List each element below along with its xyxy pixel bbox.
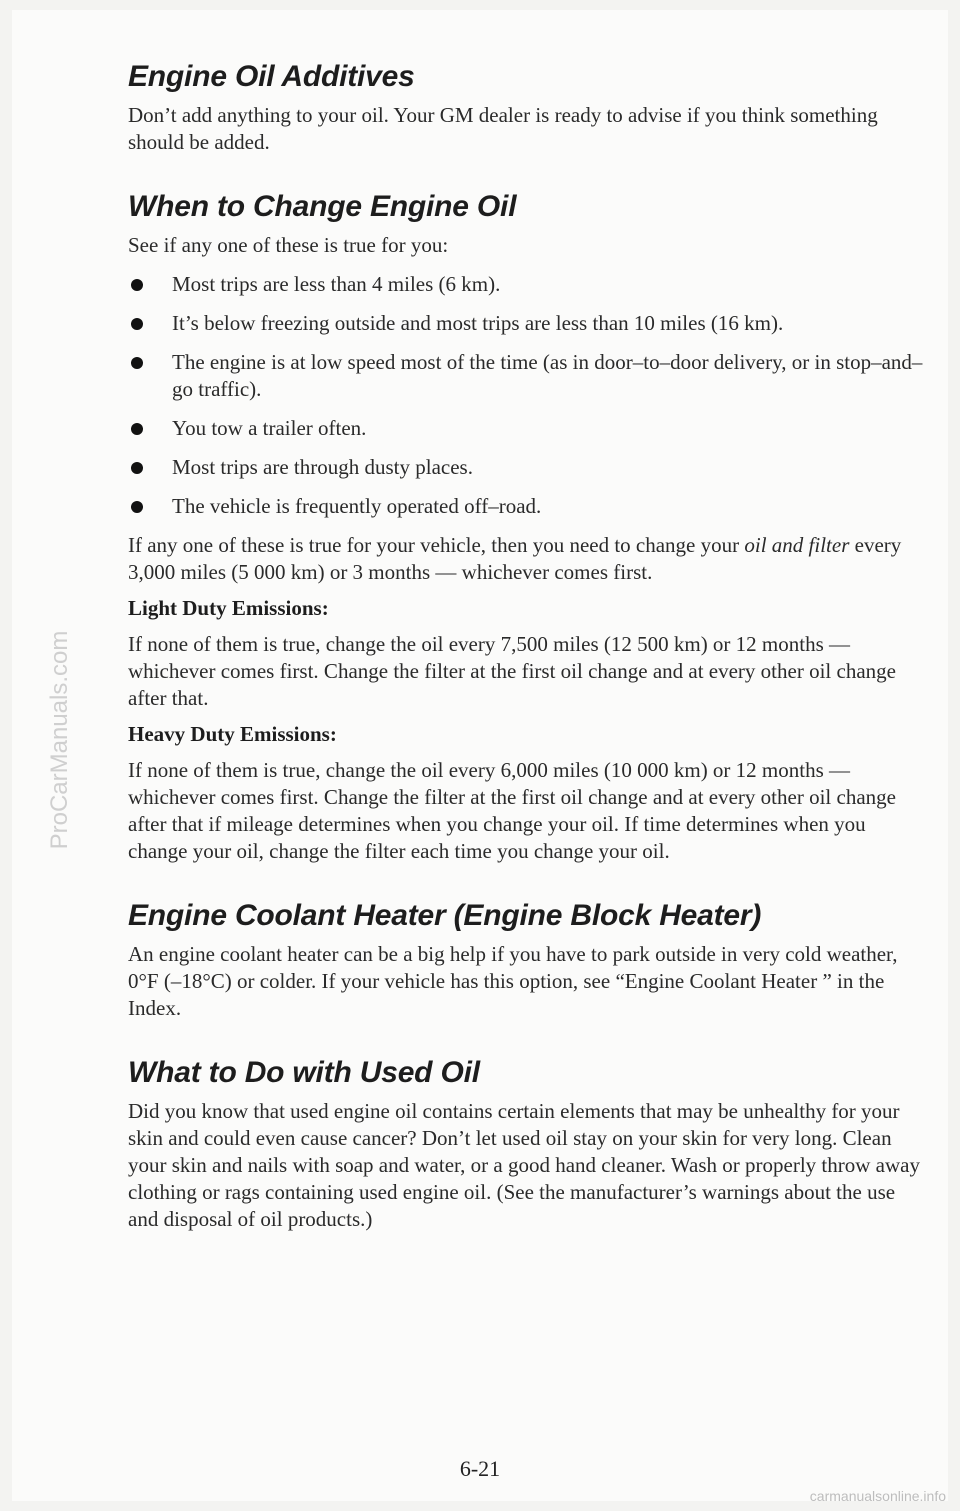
list-item xyxy=(128,349,928,403)
bullet-icon xyxy=(131,423,143,435)
section-engine-coolant-heater xyxy=(128,899,928,1022)
heading-used-oil: What to Do with Used Oil xyxy=(128,1056,480,1089)
bullet-icon xyxy=(131,462,143,474)
heavy-duty-paragraph: If none of them is true, change the oil every 6,000 miles (10 000 km) or 12 months — whichever comes first. Change the filter at the first oil change and at every other oil change after that if mileage determines when you change your oil. If time determines when you change your oil, change the filter each time you change your oil. xyxy=(128,758,896,863)
list-item xyxy=(128,310,928,337)
heading-engine-oil-additives: Engine Oil Additives xyxy=(128,60,415,93)
bullet-icon xyxy=(131,318,143,330)
watermark xyxy=(40,510,80,970)
conditions-list xyxy=(128,271,928,520)
when-change-lead: See if any one of these is true for you: xyxy=(128,233,449,257)
footer-watermark: carmanualsonline.info xyxy=(809,1488,946,1504)
oil-change-interval-paragraph xyxy=(128,532,928,586)
list-item xyxy=(128,271,928,298)
bullet-icon xyxy=(131,501,143,513)
list-item xyxy=(128,415,928,442)
list-item-text: The engine is at low speed most of the time (as in door–to–door delivery, or in stop–and–go traffic). xyxy=(172,350,923,401)
page-number: 6-21 xyxy=(459,1456,501,1481)
page-content xyxy=(128,60,928,1267)
list-item-text: The vehicle is frequently operated off–road. xyxy=(172,494,542,518)
section-when-to-change xyxy=(128,190,928,865)
bullet-icon xyxy=(131,357,143,369)
heading-engine-coolant-heater: Engine Coolant Heater (Engine Block Heater) xyxy=(128,899,762,932)
list-item-text: It’s below freezing outside and most trips are less than 10 miles (16 km). xyxy=(172,311,784,335)
interval-text-start: If any one of these is true for your vehicle, then you need to change your xyxy=(128,533,745,557)
light-duty-emissions-label: Light Duty Emissions: xyxy=(128,596,329,620)
additives-paragraph: Don’t add anything to your oil. Your GM dealer is ready to advise if you think something should be added. xyxy=(128,103,878,154)
bullet-icon xyxy=(131,279,143,291)
oil-and-filter-emphasis: oil and filter xyxy=(744,533,850,557)
list-item-text: Most trips are through dusty places. xyxy=(172,455,473,479)
used-oil-paragraph: Did you know that used engine oil contains certain elements that may be unhealthy for your skin and could even cause cancer? Don’t let used oil stay on your skin for very long. Clean your skin and nails with soap and water, or a good hand cleaner. Wash or properly throw away clothing or rags containing used engine oil. (See the manufacturer’s warnings about the use and disposal of oil products.) xyxy=(128,1099,920,1231)
section-engine-oil-additives xyxy=(128,60,928,156)
list-item-text: Most trips are less than 4 miles (6 km). xyxy=(172,272,501,296)
list-item xyxy=(128,493,928,520)
interval-text-end: every 3,000 miles (5 000 km) or 3 months — whichever comes first. xyxy=(128,533,902,584)
light-duty-paragraph: If none of them is true, change the oil every 7,500 miles (12 500 km) or 12 months — whichever comes first. Change the filter at the first oil change and at every other oil change after that. xyxy=(128,632,896,710)
heading-when-to-change: When to Change Engine Oil xyxy=(128,190,517,223)
list-item xyxy=(128,454,928,481)
watermark-text: ProCarManuals.com xyxy=(46,630,73,850)
list-item-text: You tow a trailer often. xyxy=(172,416,367,440)
coolant-heater-paragraph: An engine coolant heater can be a big help if you have to park outside in very cold weather, 0°F (–18°C) or colder. If your vehicle has this option, see “Engine Coolant Heater ” in the Index. xyxy=(128,942,898,1020)
section-used-oil xyxy=(128,1056,928,1233)
heavy-duty-emissions-label: Heavy Duty Emissions: xyxy=(128,722,337,746)
